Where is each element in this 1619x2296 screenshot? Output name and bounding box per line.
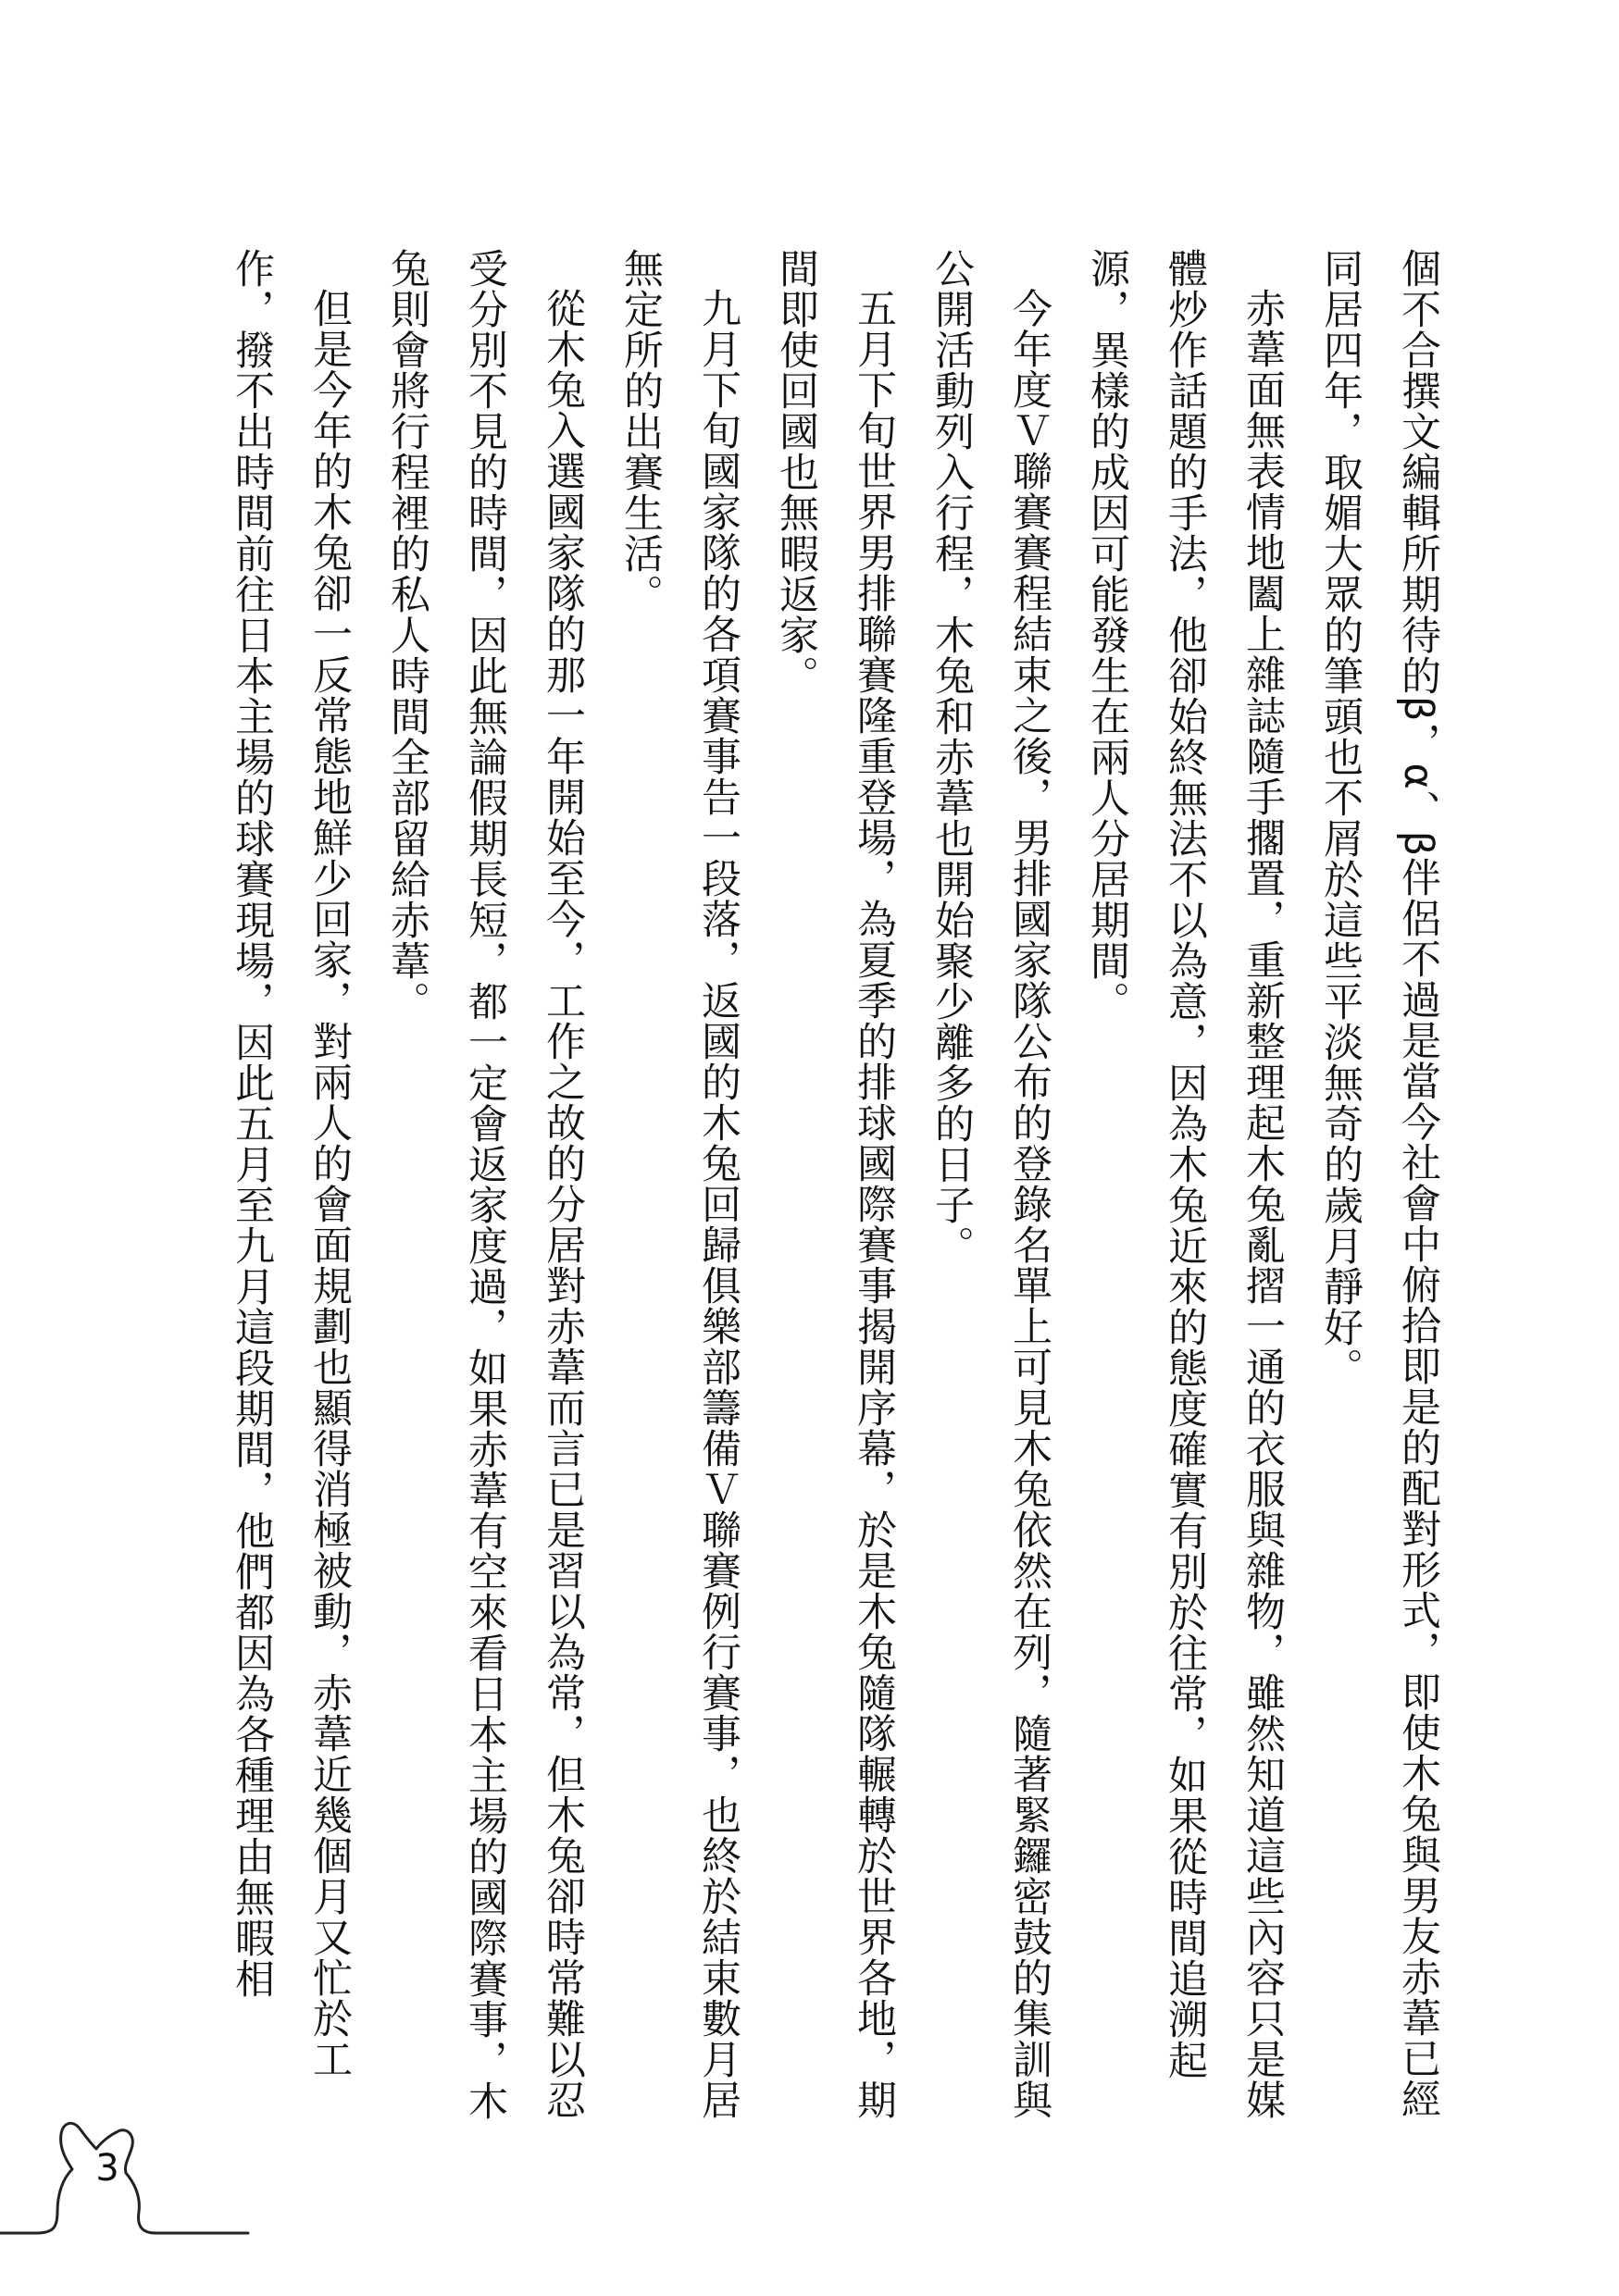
page-number: 3 xyxy=(95,2147,119,2190)
paragraph-6: 從木兔入選國家隊的那一年開始至今，工作之故的分居對赤葦而言已是習以為常，但木兔卻時常難以忍受分別不見的時間，因此無論假期長短，都一定會返家度過，如果赤葦有空來看日本主場的國際賽事，木兔則會將行程裡的私人時間全部留給赤葦。 xyxy=(384,248,586,2121)
body-text xyxy=(143,248,1457,2154)
paragraph-3: 今年度Ｖ聯賽賽程結束之後，男排國家隊公布的登錄名單上可見木兔依然在列，隨著緊鑼密鼓的集訓與公開活動列入行程，木兔和赤葦也開始聚少離多的日子。 xyxy=(928,248,1052,2120)
paragraph-4: 五月下旬世界男排聯賽隆重登場，為夏季的排球國際賽事揭開序幕，於是木兔隨隊輾轉於世界各地，期間即使回國也無暇返家。 xyxy=(773,248,897,2120)
owl-outline-icon xyxy=(0,2093,278,2251)
paragraph-5: 九月下旬國家隊的各項賽事告一段落，返國的木兔回歸俱樂部籌備Ｖ聯賽例行賽事，也終於結束數月居無定所的出賽生活。 xyxy=(617,248,741,2120)
paragraph-2: 赤葦面無表情地闔上雜誌隨手擱置，重新整理起木兔亂摺一通的衣服與雜物，雖然知道這些內容只是媒體炒作話題的手法，他卻始終無法不以為意，因為木兔近來的態度確實有別於往常，如果從時間追溯起源，異樣的成因可能發生在兩人分居期間。 xyxy=(1084,248,1286,2120)
folio-decoration xyxy=(0,2093,278,2251)
paragraph-7: 但是今年的木兔卻一反常態地鮮少回家，對兩人的會面規劃也顯得消極被動，赤葦近幾個月又忙於工作，撥不出時間前往日本主場的球賽現場，因此五月至九月這段期間，他們都因為各種理由無暇相 xyxy=(229,248,353,2079)
paragraph-1: 個不合撰文編輯所期待的β，α、β伴侶不過是當今社會中俯拾即是的配對形式，即使木兔與男友赤葦已經同居四年，取媚大眾的筆頭也不屑於這些平淡無奇的歲月靜好。 xyxy=(1317,248,1441,2120)
